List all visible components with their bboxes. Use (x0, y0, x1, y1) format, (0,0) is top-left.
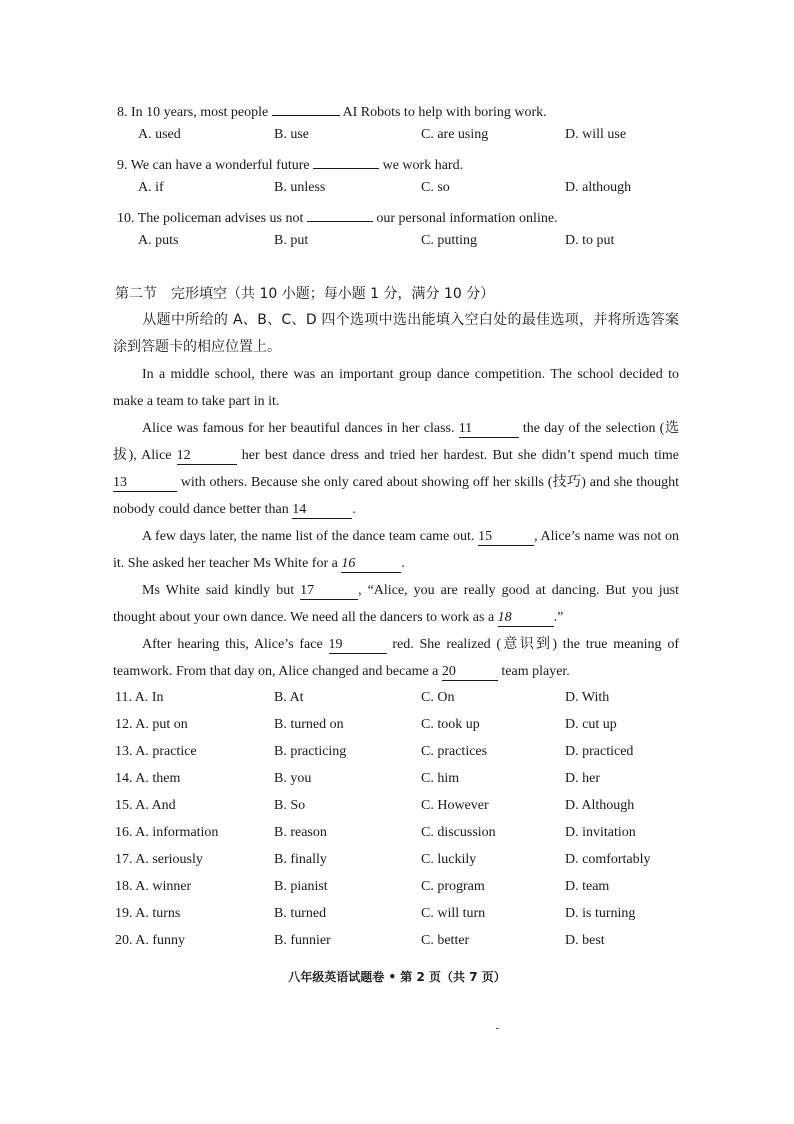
blank-11: 11 (459, 421, 519, 438)
section-instruction (113, 307, 679, 361)
question-9-stem-post: we work hard. (379, 158, 464, 173)
cloze-16-option-a: 16. A. information (115, 825, 219, 840)
cloze-17-option-c: C. luckily (421, 852, 477, 867)
blank-14: 14 (292, 502, 352, 519)
cloze-20-option-b: B. funnier (274, 933, 331, 948)
question-8-option-a: A. used (138, 127, 181, 142)
cloze-14-option-a: 14. A. them (115, 771, 181, 786)
question-10-option-a: A. puts (138, 233, 179, 248)
question-9-stem-pre: 9. We can have a wonderful future (117, 158, 314, 173)
scan-mark (496, 1028, 499, 1029)
passage-paragraph-1 (113, 361, 679, 415)
passage-text: team player. (497, 664, 570, 679)
cloze-19-option-d: D. is turning (565, 906, 636, 921)
cloze-11-option-a: 11. A. In (115, 690, 164, 705)
cloze-20-option-a: 20. A. funny (115, 933, 185, 948)
question-10 (117, 205, 558, 229)
passage-paragraph-4 (113, 577, 679, 631)
cloze-11-option-d: D. With (565, 690, 610, 705)
passage-text: After hearing this, Alice’s face (142, 637, 329, 652)
question-10-stem-post: our personal information online. (372, 211, 558, 226)
question-9-option-a: A. if (138, 180, 164, 195)
cloze-11-option-b: B. At (274, 690, 304, 705)
blank-12: 12 (177, 448, 237, 465)
passage-text: her best dance dress and tried her hardest. But she didn’t spend much time (236, 448, 679, 463)
cloze-11-option-c: C. On (421, 690, 455, 705)
question-10-option-d: D. to put (565, 233, 615, 248)
cloze-18-option-b: B. pianist (274, 879, 328, 894)
cloze-14-option-b: B. you (274, 771, 312, 786)
cloze-12-option-d: D. cut up (565, 717, 617, 732)
cloze-18-option-d: D. team (565, 879, 610, 894)
blank-15: 15 (478, 529, 534, 546)
cloze-20-option-c: C. better (421, 933, 470, 948)
cloze-14-option-c: C. him (421, 771, 460, 786)
question-10-blank (307, 205, 373, 222)
question-10-option-c: C. putting (421, 233, 478, 248)
question-9 (117, 152, 463, 176)
cloze-15-option-c: C. However (421, 798, 489, 813)
question-8-option-b: B. use (274, 127, 309, 142)
blank-18: 18 (498, 610, 554, 627)
passage-text: , Alice’s name was not on it. She asked her teacher Ms White for a (113, 529, 679, 571)
passage-text: Alice was famous for her beautiful dances in her class. (142, 421, 459, 436)
question-8 (117, 99, 547, 123)
question-10-stem-pre: 10. The policeman advises us not (117, 211, 307, 226)
cloze-16-option-c: C. discussion (421, 825, 496, 840)
passage-text: . (352, 502, 356, 517)
cloze-13-option-c: C. practices (421, 744, 488, 759)
passage-paragraph-5 (113, 631, 679, 685)
cloze-16-option-d: D. invitation (565, 825, 636, 840)
cloze-20-option-d: D. best (565, 933, 605, 948)
passage-text: . (401, 556, 405, 571)
passage-text: Ms White said kindly but (142, 583, 301, 598)
cloze-18-option-a: 18. A. winner (115, 879, 192, 894)
question-9-option-c: C. so (421, 180, 450, 195)
blank-19: 19 (329, 637, 387, 654)
cloze-17-option-b: B. finally (274, 852, 327, 867)
cloze-16-option-b: B. reason (274, 825, 327, 840)
question-8-stem-pre: 8. In 10 years, most people (117, 105, 272, 120)
cloze-15-option-b: B. So (274, 798, 306, 813)
passage-text: with others. Because she only cared about showing off her skills (技巧) and she thought nobody could dance better than (113, 475, 679, 517)
passage-text: A few days later, the name list of the dance team came out. (142, 529, 479, 544)
cloze-12-option-b: B. turned on (274, 717, 344, 732)
cloze-19-option-a: 19. A. turns (115, 906, 181, 921)
cloze-15-option-d: D. Although (565, 798, 635, 813)
section-title: 第二节 完形填空（共 10 小题；每小题 1 分，满分 10 分） (115, 286, 495, 302)
passage-text: .” (553, 610, 564, 625)
question-8-option-d: D. will use (565, 127, 627, 142)
cloze-17-option-a: 17. A. seriously (115, 852, 203, 867)
question-9-option-d: D. although (565, 180, 632, 195)
cloze-12-option-a: 12. A. put on (115, 717, 188, 732)
cloze-12-option-c: C. took up (421, 717, 480, 732)
cloze-19-option-b: B. turned (274, 906, 327, 921)
section-instruction-text: 从题中所给的 A、B、C、D 四个选项中选出能填入空白处的最佳选项，并将所选答案涂到答题卡的相应位置上。 (113, 312, 679, 355)
cloze-13-option-b: B. practicing (274, 744, 347, 759)
cloze-13-option-d: D. practiced (565, 744, 634, 759)
cloze-19-option-c: C. will turn (421, 906, 486, 921)
passage-paragraph-2 (113, 415, 679, 523)
passage-paragraph-3 (113, 523, 679, 577)
cloze-18-option-c: C. program (421, 879, 485, 894)
passage-paragraph-1-text: In a middle school, there was an important group dance competition. The school decided to make a team to take part in it. (113, 367, 679, 409)
passage-text: red. She realized (意识到) the true meaning of teamwork. From that day on, Alice changed and became a (113, 637, 679, 679)
blank-17: 17 (300, 583, 358, 600)
blank-20: 20 (442, 664, 498, 681)
blank-13: 13 (113, 475, 177, 492)
passage-text: , “Alice, you are really good at dancing. But you just thought about your own dance. We need all the dancers to work as a (113, 583, 679, 625)
question-8-blank (272, 99, 340, 116)
cloze-15-option-a: 15. A. And (115, 798, 176, 813)
blank-16: 16 (341, 556, 401, 573)
question-8-stem-post: AI Robots to help with boring work. (339, 105, 547, 120)
question-9-option-b: B. unless (274, 180, 326, 195)
cloze-13-option-a: 13. A. practice (115, 744, 197, 759)
question-8-option-c: C. are using (421, 127, 489, 142)
passage-text: the day of the selection (选拔), Alice (113, 421, 679, 463)
cloze-17-option-d: D. comfortably (565, 852, 651, 867)
question-10-option-b: B. put (274, 233, 309, 248)
page-footer: 八年级英语试题卷 • 第 2 页（共 7 页） (288, 970, 506, 984)
question-9-blank (313, 152, 379, 169)
cloze-14-option-d: D. her (565, 771, 600, 786)
